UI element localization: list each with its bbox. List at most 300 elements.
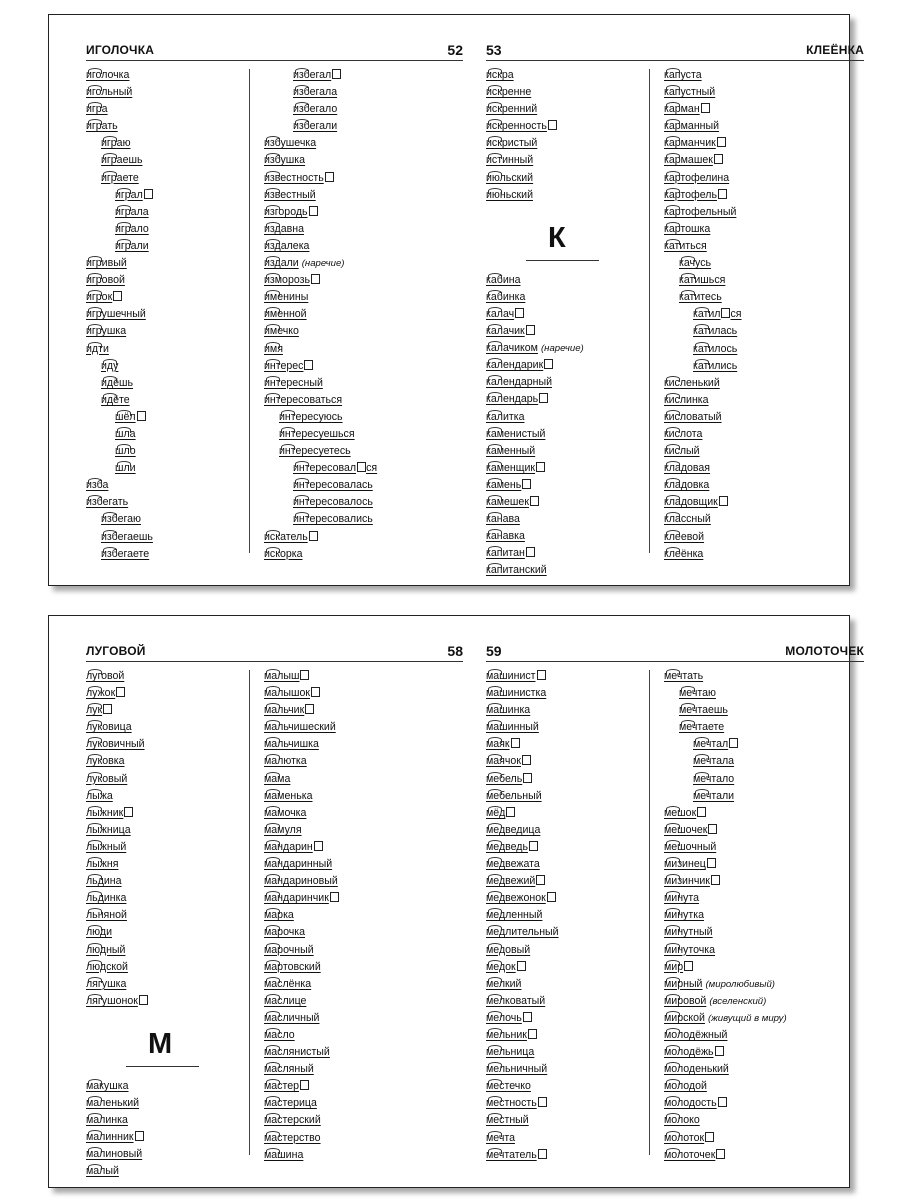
dictionary-entry [86, 460, 249, 477]
word-column [86, 67, 249, 563]
dictionary-entry [664, 323, 860, 340]
null-ending-box [528, 1029, 537, 1039]
dictionary-entry [264, 1061, 460, 1078]
null-ending-box [719, 496, 728, 506]
null-ending-box [139, 995, 148, 1005]
entry-word: медвежонок [486, 892, 546, 905]
dictionary-entry [264, 942, 460, 959]
entry-word: июльский [486, 171, 534, 184]
root-arc-mark [88, 290, 102, 296]
root-arc-mark [488, 789, 502, 795]
dictionary-entry [664, 67, 860, 84]
root-arc-mark [666, 925, 680, 931]
dictionary-entry [86, 443, 249, 460]
dictionary-entry [86, 942, 249, 959]
root-arc-mark [266, 1045, 280, 1051]
root-arc-mark [488, 273, 502, 279]
root-arc-mark [266, 994, 280, 1000]
entry-word: луговой [86, 670, 125, 682]
root-arc-mark [488, 529, 502, 535]
entry-word: играли [115, 239, 149, 252]
section-letter [486, 204, 649, 272]
root-arc-mark [666, 444, 680, 450]
dictionary-entry [264, 272, 460, 289]
entry-word: мечтала [693, 755, 735, 768]
dictionary-entry [264, 204, 460, 221]
root-arc-mark [488, 857, 502, 863]
entry-word: интересный [264, 376, 323, 389]
entry-note: (живущий в миру) [707, 1012, 787, 1024]
entry-word: карманный [664, 120, 720, 133]
root-arc-mark [266, 891, 280, 897]
dictionary-entry [264, 443, 460, 460]
entry-word: калач [486, 307, 515, 320]
dictionary-entry [86, 668, 249, 685]
entry-word: карманчик [664, 137, 716, 150]
entry-note: (вселенский) [709, 995, 767, 1007]
root-arc-mark [88, 1147, 102, 1153]
entry-word: интересовал [293, 462, 357, 475]
entry-word: машинный [486, 721, 539, 734]
dictionary-entry [264, 1130, 460, 1147]
dictionary-entry [264, 1044, 460, 1061]
entry-word: мелкий [486, 977, 522, 990]
root-arc-mark [266, 153, 280, 159]
root-arc-mark [666, 977, 680, 983]
root-arc-mark [266, 359, 280, 365]
root-arc-mark [666, 188, 680, 194]
root-arc-mark [117, 427, 131, 433]
dictionary-entry [486, 135, 649, 152]
dictionary-entry [664, 1095, 860, 1112]
null-ending-box [547, 892, 556, 902]
dictionary-entry [486, 289, 649, 306]
dictionary-spread-1 [48, 14, 864, 586]
entry-word: клеёнка [664, 547, 704, 560]
root-arc-mark [666, 1011, 680, 1017]
dictionary-entry [86, 959, 249, 976]
root-arc-mark [266, 273, 280, 279]
root-arc-mark [281, 427, 295, 433]
root-arc-mark [666, 205, 680, 211]
null-ending-box [707, 858, 716, 868]
dictionary-entry [264, 306, 460, 323]
root-arc-mark [666, 1113, 680, 1119]
root-arc-mark [488, 171, 502, 177]
entry-word: лыжник [86, 806, 124, 819]
dictionary-entry [664, 702, 860, 719]
entry-word: лыжа [86, 789, 113, 802]
dictionary-entry [664, 426, 860, 443]
dictionary-entry [664, 135, 860, 152]
root-arc-mark [266, 840, 280, 846]
null-ending-box [144, 189, 153, 199]
entry-word: игра [86, 103, 108, 116]
dictionary-entry [486, 443, 649, 460]
entry-word: малый [86, 1165, 119, 1178]
dictionary-entry [264, 685, 460, 702]
root-arc-mark [681, 256, 695, 262]
root-arc-mark [266, 703, 280, 709]
entry-word: календарик [486, 359, 544, 372]
null-ending-box [701, 103, 710, 113]
dictionary-entry [486, 1130, 649, 1147]
dictionary-entry [264, 736, 460, 753]
root-arc-mark [488, 1113, 502, 1119]
root-arc-mark [488, 720, 502, 726]
root-arc-mark [266, 669, 280, 675]
entry-word: мандариновый [264, 875, 338, 888]
dictionary-entry [664, 668, 860, 685]
dictionary-entry [264, 238, 460, 255]
entry-word: игровой [86, 274, 125, 287]
dictionary-entry [264, 494, 460, 511]
entry-word: мальчик [264, 704, 305, 717]
dictionary-entry [86, 426, 249, 443]
entry-word: кислота [664, 427, 703, 440]
entry-word: каменщик [486, 461, 536, 474]
root-arc-mark [666, 943, 680, 949]
root-arc-mark [488, 358, 502, 364]
entry-word: льдинка [86, 892, 127, 905]
null-ending-box [506, 807, 515, 817]
dictionary-entry [264, 976, 460, 993]
entry-word: игрушечный [86, 308, 146, 321]
root-arc-mark [695, 342, 709, 348]
dictionary-entry [486, 118, 649, 135]
dictionary-entry [664, 101, 860, 118]
entry-word: игривый [86, 257, 127, 270]
dictionary-entry [664, 358, 860, 375]
dictionary-entry [86, 289, 249, 306]
null-ending-box [537, 670, 546, 680]
null-ending-box [325, 172, 334, 182]
dictionary-entry [664, 494, 860, 511]
dictionary-entry [86, 323, 249, 340]
page-58 [86, 616, 463, 1187]
dictionary-entry [264, 170, 460, 187]
root-arc-mark [266, 171, 280, 177]
entry-word: молоко [664, 1114, 700, 1127]
entry-word: люди [86, 926, 112, 939]
dictionary-entry [264, 856, 460, 873]
entry-word: известность [264, 171, 324, 184]
dictionary-entry [264, 890, 460, 907]
dictionary-entry [264, 375, 460, 392]
dictionary-entry [664, 272, 860, 289]
root-arc-mark [666, 461, 680, 467]
root-arc-mark [88, 686, 102, 692]
entry-word: избегаю [101, 513, 141, 526]
root-arc-mark [88, 119, 102, 125]
root-arc-mark [266, 1011, 280, 1017]
root-arc-mark [695, 772, 709, 778]
root-arc-mark [695, 359, 709, 365]
dictionary-entry [86, 135, 249, 152]
entry-word: мечтаю [679, 687, 716, 700]
word-column [486, 668, 649, 1164]
entry-word: искренность [486, 120, 547, 133]
root-arc-mark [488, 341, 502, 347]
root-arc-mark [88, 857, 102, 863]
root-arc-mark [488, 68, 502, 74]
dictionary-entry [664, 873, 860, 890]
dictionary-entry [264, 477, 460, 494]
dictionary-entry [264, 118, 460, 135]
entry-word: играете [101, 171, 139, 184]
dictionary-entry [486, 528, 649, 545]
dictionary-entry [86, 204, 249, 221]
dictionary-entry [664, 1147, 860, 1164]
entry-word: макушка [86, 1079, 129, 1092]
null-ending-box [511, 738, 520, 748]
entry-word: искра [486, 69, 514, 81]
entry-word: избегаете [101, 547, 150, 560]
entry-word: избегало [293, 103, 338, 116]
dictionary-entry [486, 702, 649, 719]
dictionary-entry [264, 839, 460, 856]
entry-word: идёте [101, 393, 130, 406]
dictionary-entry [486, 1078, 649, 1095]
root-arc-mark [88, 342, 102, 348]
root-arc-mark [488, 290, 502, 296]
entry-word: капуста [664, 69, 702, 81]
dictionary-entry [664, 306, 860, 323]
dictionary-entry [86, 1163, 249, 1180]
entry-word: машинистка [486, 687, 547, 700]
entry-word: кармашек [664, 154, 713, 167]
dictionary-entry [664, 753, 860, 770]
root-arc-mark [488, 806, 502, 812]
dictionary-entry [486, 494, 649, 511]
root-arc-mark [488, 1148, 502, 1154]
entry-word: мечтало [693, 772, 735, 785]
root-arc-mark [488, 461, 502, 467]
dictionary-entry [664, 924, 860, 941]
root-arc-mark [681, 686, 695, 692]
dictionary-entry [486, 391, 649, 408]
entry-word: мечтатель [486, 1148, 537, 1161]
root-arc-mark [666, 891, 680, 897]
root-arc-mark [88, 669, 102, 675]
null-ending-box [526, 325, 535, 335]
root-arc-mark [103, 512, 117, 518]
entry-word: интересоваться [264, 393, 343, 406]
root-arc-mark [266, 943, 280, 949]
entry-word: молодёжный [664, 1028, 728, 1041]
entry-word: канава [486, 513, 520, 526]
entry-word: луковый [86, 772, 128, 785]
entry-word: играла [115, 205, 149, 218]
root-arc-mark [266, 376, 280, 382]
root-arc-mark [666, 222, 680, 228]
entry-word: клеевой [664, 530, 705, 543]
dictionary-entry [264, 873, 460, 890]
root-arc-mark [488, 1028, 502, 1034]
entry-word: катишься [679, 274, 726, 287]
dictionary-entry [664, 118, 860, 135]
null-ending-box [530, 496, 539, 506]
dictionary-entry [264, 1027, 460, 1044]
dictionary-entry [264, 460, 460, 477]
entry-word: маслёнка [264, 977, 312, 990]
entry-note: (наречие) [540, 343, 584, 355]
dictionary-entry [664, 1027, 860, 1044]
dictionary-entry [264, 702, 460, 719]
dictionary-entry [664, 719, 860, 736]
dictionary-entry [486, 805, 649, 822]
entry-word: мастерство [264, 1131, 321, 1144]
dictionary-entry [264, 924, 460, 941]
dictionary-entry [664, 546, 860, 563]
dictionary-entry [664, 771, 860, 788]
root-arc-mark [266, 1131, 280, 1137]
page-title: КЛЕЁНКА [806, 43, 864, 57]
entry-word: идёшь [101, 376, 134, 389]
dictionary-entry [486, 426, 649, 443]
entry-word: искристый [486, 137, 538, 150]
dictionary-entry [86, 546, 249, 563]
entry-word: мамуля [264, 823, 302, 836]
dictionary-entry [486, 1010, 649, 1027]
entry-word: искренний [486, 103, 538, 116]
null-ending-box [716, 1149, 725, 1159]
root-arc-mark [295, 461, 309, 467]
entry-word: классный [664, 513, 711, 526]
root-arc-mark [88, 1113, 102, 1119]
root-arc-mark [266, 205, 280, 211]
dictionary-entry [264, 822, 460, 839]
entry-word: калачик [486, 325, 525, 338]
root-arc-mark [266, 772, 280, 778]
null-ending-box [684, 961, 693, 971]
null-ending-box [529, 841, 538, 851]
dictionary-entry [664, 942, 860, 959]
root-arc-mark [666, 153, 680, 159]
entry-word: мастер [264, 1080, 299, 1093]
root-arc-mark [488, 85, 502, 91]
root-arc-mark [266, 222, 280, 228]
dictionary-entry [486, 924, 649, 941]
word-column [264, 668, 460, 1164]
entry-word: катитесь [679, 291, 722, 304]
entry-word: лыжня [86, 858, 119, 871]
root-arc-mark [103, 530, 117, 536]
dictionary-entry [486, 357, 649, 374]
root-arc-mark [88, 789, 102, 795]
root-arc-mark [88, 754, 102, 760]
entry-word: мебельный [486, 789, 542, 802]
dictionary-entry [264, 135, 460, 152]
dictionary-entry [86, 822, 249, 839]
dictionary-entry [264, 1010, 460, 1027]
page-header [86, 41, 463, 61]
dictionary-entry [264, 529, 460, 546]
dictionary-entry [486, 511, 649, 528]
entry-word: издалека [264, 239, 310, 252]
dictionary-entry [486, 152, 649, 169]
entry-word: луковица [86, 721, 132, 734]
null-ending-box [330, 892, 339, 902]
dictionary-entry [664, 460, 860, 477]
dictionary-entry [486, 890, 649, 907]
dictionary-entry [486, 685, 649, 702]
entry-word: избегаешь [101, 530, 153, 543]
root-arc-mark [488, 703, 502, 709]
dictionary-entry [664, 805, 860, 822]
null-ending-box [526, 547, 535, 557]
entry-word: картошка [664, 222, 711, 235]
entry-word: мировой [664, 994, 707, 1007]
dictionary-entry [664, 1112, 860, 1129]
entry-word: искренне [486, 86, 532, 99]
root-arc-mark [266, 530, 280, 536]
entry-word: луковичный [86, 738, 145, 751]
dictionary-entry [86, 907, 249, 924]
root-arc-mark [295, 495, 309, 501]
entry-word: молодёжь [664, 1046, 714, 1059]
root-arc-mark [488, 960, 502, 966]
entry-word: избушка [264, 154, 306, 167]
entry-word: мешок [664, 806, 697, 819]
root-arc-mark [266, 1096, 280, 1102]
root-arc-mark [666, 1148, 680, 1154]
root-arc-mark [666, 857, 680, 863]
root-arc-mark [488, 444, 502, 450]
entry-word: мальчишка [264, 738, 319, 751]
dictionary-entry [486, 374, 649, 391]
root-arc-mark [88, 102, 102, 108]
root-arc-mark [88, 273, 102, 279]
entry-word: мальчишеский [264, 721, 336, 734]
root-arc-mark [666, 376, 680, 382]
dictionary-entry [486, 409, 649, 426]
entry-word: мир [664, 960, 684, 973]
dictionary-entry [86, 494, 249, 511]
null-ending-box [517, 961, 526, 971]
entry-word: малиновый [86, 1148, 143, 1161]
root-arc-mark [88, 840, 102, 846]
dictionary-entry [664, 736, 860, 753]
root-arc-mark [88, 823, 102, 829]
entry-word: медленный [486, 909, 543, 922]
dictionary-entry [664, 1044, 860, 1061]
dictionary-entry [264, 1112, 460, 1129]
dictionary-entry [86, 753, 249, 770]
word-column [664, 67, 860, 563]
entry-word: интересуетесь [279, 445, 351, 458]
entry-word: медок [486, 960, 516, 973]
entry-word: искатель [264, 530, 308, 543]
entry-word: минутный [664, 926, 713, 939]
root-arc-mark [88, 994, 102, 1000]
dictionary-entry [86, 101, 249, 118]
entry-word: шли [115, 462, 136, 475]
root-arc-mark [266, 1062, 280, 1068]
dictionary-entry [664, 685, 860, 702]
entry-word: лыжный [86, 840, 127, 853]
entry-word: катил [693, 308, 721, 321]
entry-word: мандаринчик [264, 892, 329, 905]
dictionary-entry [86, 1129, 249, 1146]
dictionary-entry [86, 702, 249, 719]
root-arc-mark [488, 977, 502, 983]
root-arc-mark [488, 1062, 502, 1068]
dictionary-entry [664, 856, 860, 873]
section-letter-glyph: К [548, 221, 566, 254]
entry-word: шло [115, 445, 136, 458]
dictionary-entry [86, 170, 249, 187]
